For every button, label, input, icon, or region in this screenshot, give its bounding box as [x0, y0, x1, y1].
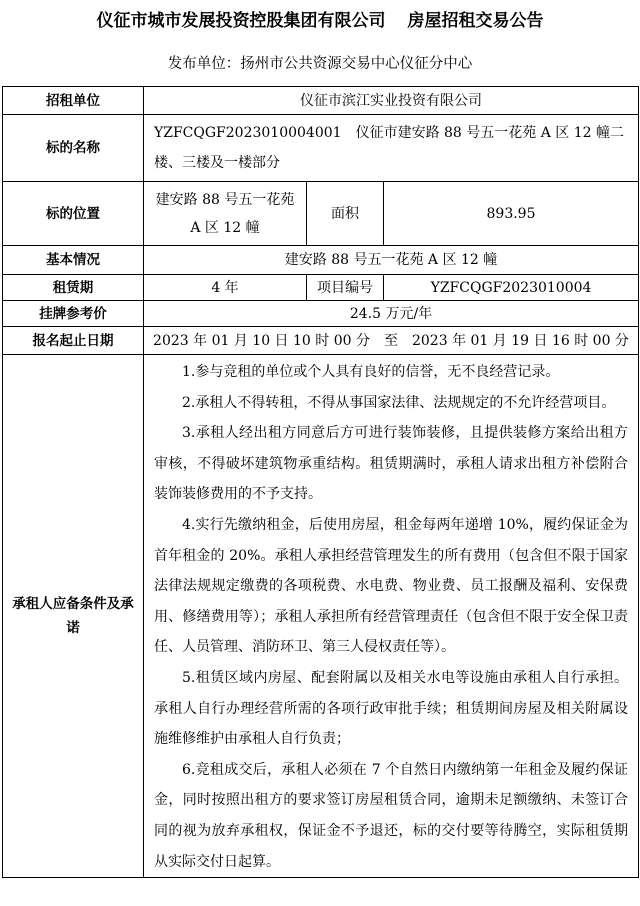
- document-title: [0, 6, 640, 31]
- reference-price-label: 挂牌参考价: [3, 301, 144, 327]
- location-value: 建安路 88 号五一花苑 A 区 12 幢: [144, 182, 307, 246]
- lease-notice-table: [2, 86, 639, 878]
- area-value: 893.95: [384, 182, 639, 246]
- project-no-label: 项目编号: [307, 275, 384, 301]
- row-basic-info: [3, 246, 639, 275]
- basic-info-value: 建安路 88 号五一花苑 A 区 12 幢: [144, 246, 639, 275]
- row-conditions: [3, 355, 639, 878]
- row-subject-name: [3, 115, 639, 182]
- registration-period-value: 2023 年 01 月 10 日 10 时 00 分 至 2023 年 01 月 19 日 16 时 00 分: [144, 327, 639, 355]
- row-location: [3, 182, 639, 246]
- conditions-label: 承租人应备条件及承诺: [3, 355, 144, 878]
- project-no-value: YZFCQGF2023010004: [384, 275, 639, 301]
- subject-name-value: YZFCQGF2023010004001 仪征市建安路 88 号五一花苑 A 区 12 幢二楼、三楼及一楼部分: [144, 115, 639, 182]
- lessor-label: 招租单位: [3, 87, 144, 115]
- title-notice: 房屋招租交易公告: [407, 11, 544, 31]
- row-reference-price: [3, 301, 639, 327]
- lease-term-label: 租赁期: [3, 275, 144, 301]
- title-issuer: 仪征市城市发展投资控股集团有限公司: [96, 11, 386, 31]
- location-label: 标的位置: [3, 182, 144, 246]
- condition-item: 5.租赁区域内房屋、配套附属以及相关水电等设施由承租人自行承担。承租人自行办理经营所需的各项行政审批手续；租赁期间房屋及相关附属设施维修维护由承租人自行负责；: [154, 669, 628, 748]
- condition-item: 6.竞租成交后，承租人必须在 7 个自然日内缴纳第一年租金及履约保证金，同时按照出租方的要求签订房屋租赁合同，逾期未足额缴纳、未签订合同的视为放弃承租权，保证金不予退还，标的交付要等待腾空，实际租赁期从实际交付日起算。: [154, 761, 628, 870]
- row-lease-term: [3, 275, 639, 301]
- basic-info-label: 基本情况: [3, 246, 144, 275]
- condition-item: 4.实行先缴纳租金，后使用房屋，租金每两年递增 10%，履约保证金为首年租金的 20%。承租人承担经营管理发生的所有费用（包含但不限于国家法律法规规定缴费的各项税费、水电费、物业费、员工报酬及福利、安保费用、修缮费用等）；承租人承担所有经营管理责任（包含但不限于安全保卫责任、人员管理、消防环卫、第三人侵权责任等）。: [154, 516, 628, 656]
- lease-term-value: 4 年: [144, 275, 307, 301]
- conditions-list: [144, 355, 639, 878]
- condition-item: 2.承租人不得转租，不得从事国家法律、法规规定的不允许经营项目。: [182, 394, 616, 411]
- condition-item: 1.参与竞租的单位或个人具有良好的信誉，无不良经营记录。: [182, 364, 560, 380]
- condition-item: 3.承租人经出租方同意后方可进行装饰装修，且提供装修方案给出租方审核，不得破坏建筑物承重结构。租赁期满时，承租人请求出租方补偿附合装饰装修费用的不予支持。: [154, 425, 628, 503]
- area-label: 面积: [307, 182, 384, 246]
- row-registration-period: [3, 327, 639, 355]
- lessor-value: 仪征市滨江实业投资有限公司: [144, 87, 639, 115]
- reference-price-value: 24.5 万元/年: [144, 301, 639, 327]
- subject-name-label: 标的名称: [3, 115, 144, 182]
- publisher-line: 发布单位：扬州市公共资源交易中心仪征分中心: [167, 56, 473, 72]
- registration-period-label: 报名起止日期: [3, 327, 144, 355]
- row-lessor: [3, 87, 639, 115]
